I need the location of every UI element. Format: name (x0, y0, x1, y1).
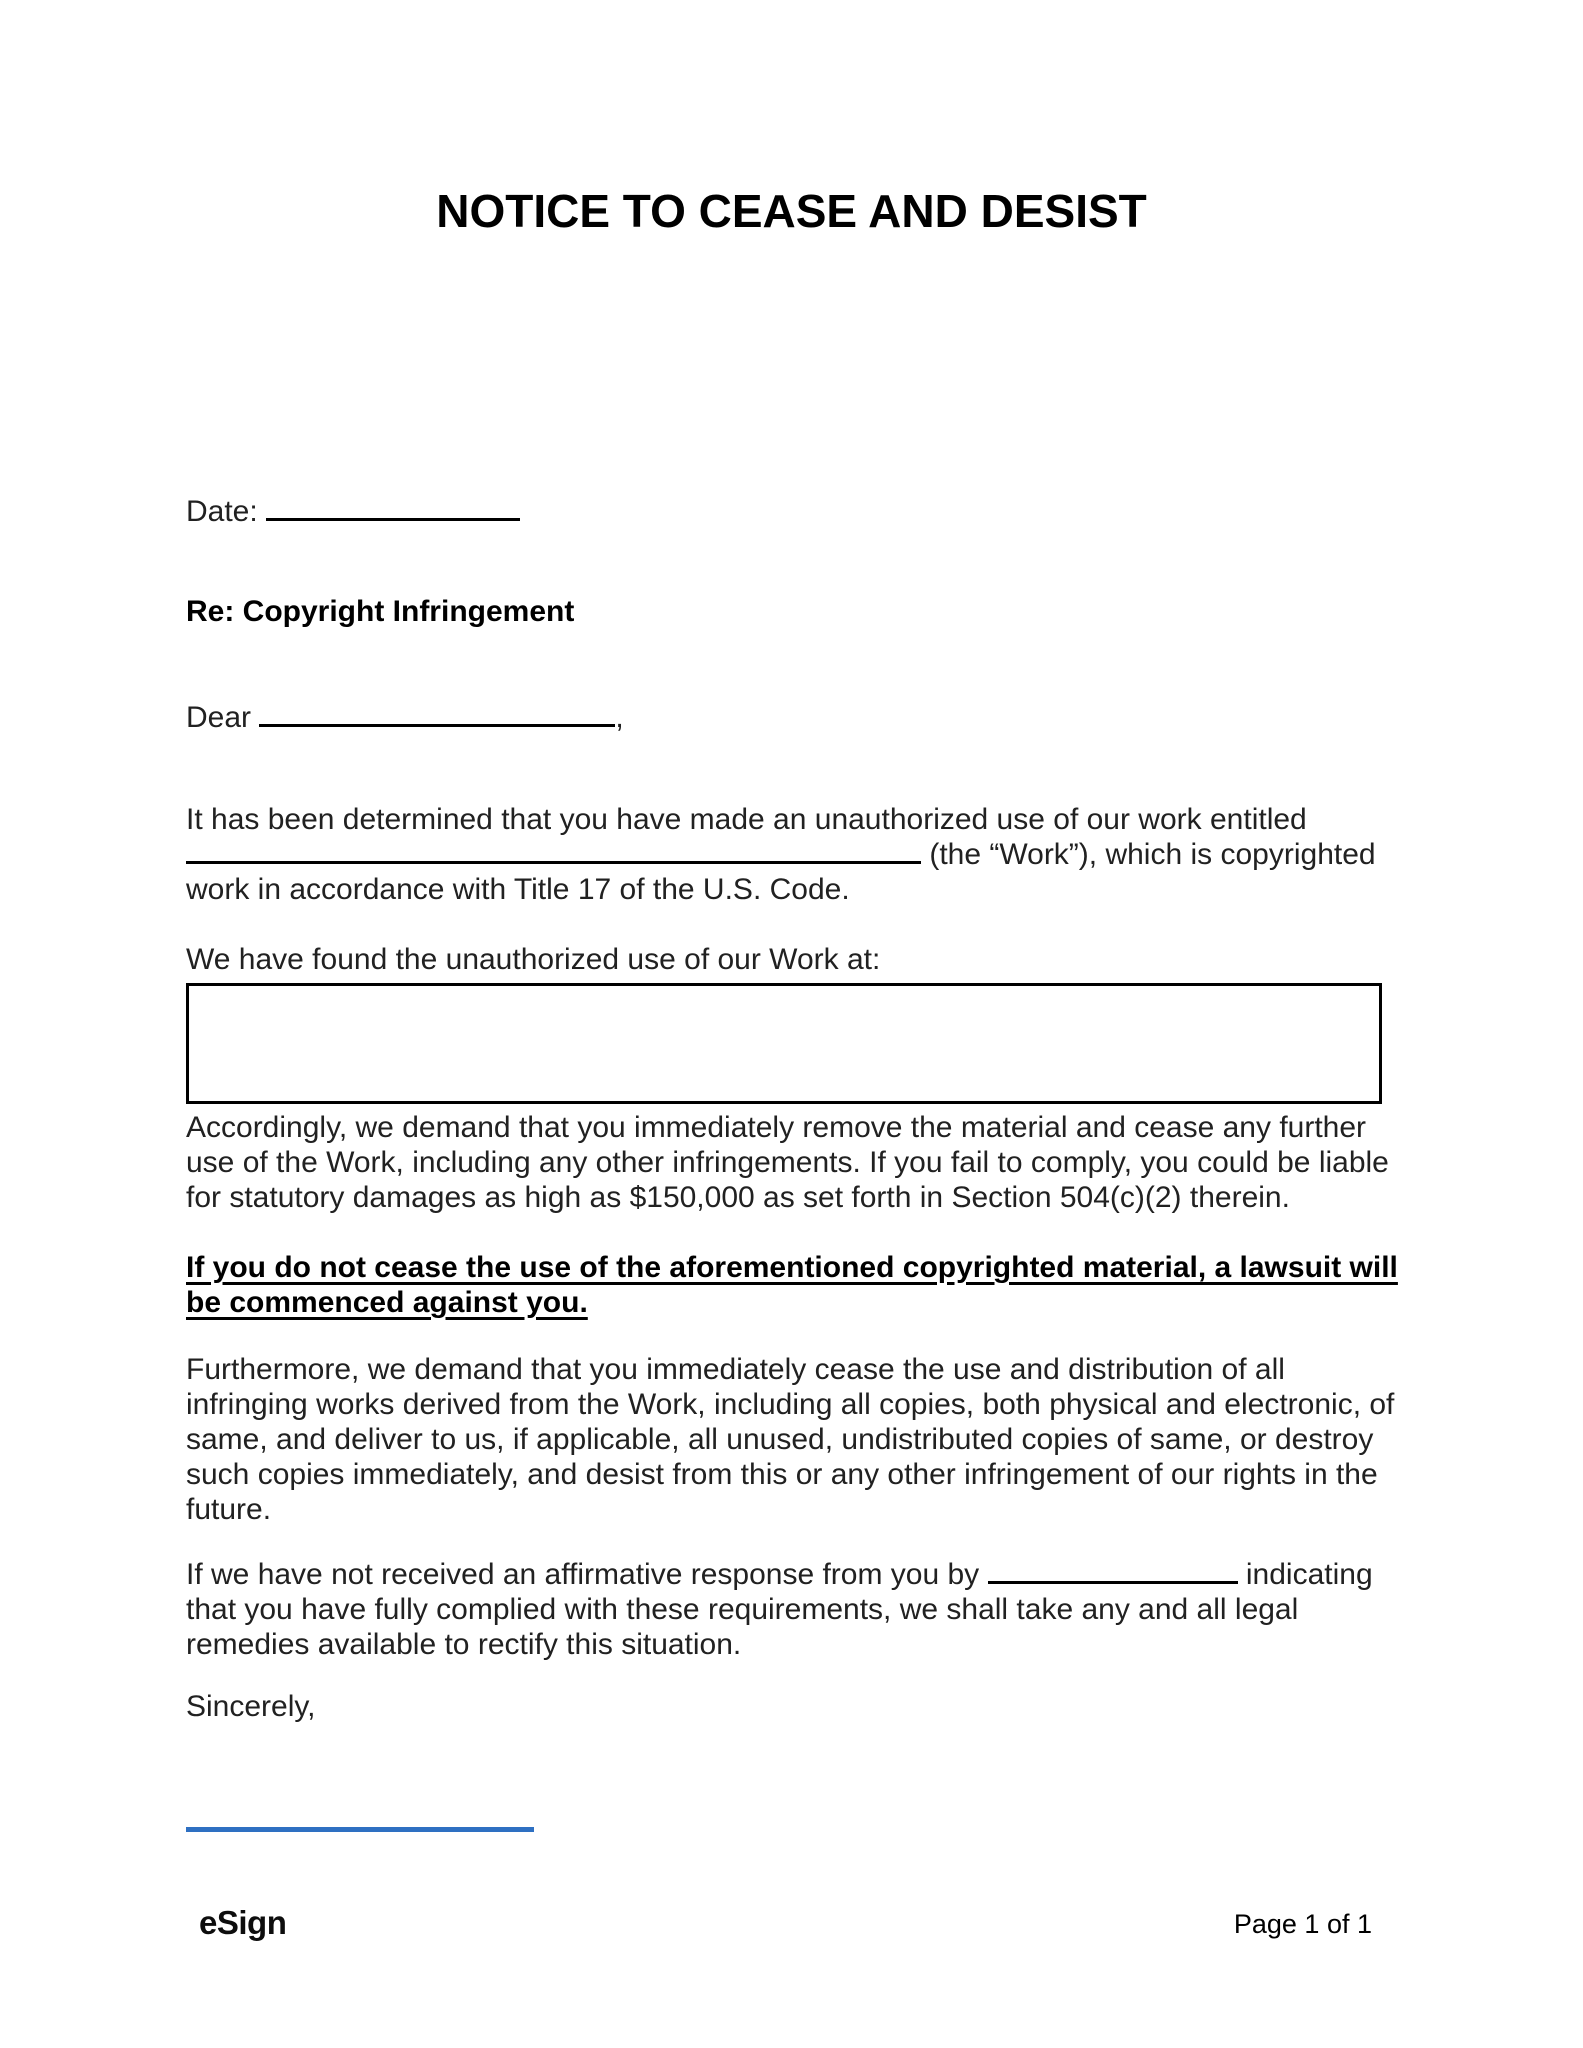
salutation-suffix: , (615, 701, 624, 734)
esign-logo: eSign (199, 1904, 287, 1941)
closing-line: Sincerely, (186, 1690, 316, 1723)
salutation-line (186, 700, 1398, 735)
paragraph-lawsuit-warning: If you do not cease the use of the aforementioned copyrighted material, a lawsuit will be commenced against you. (186, 1251, 1398, 1319)
date-label: Date: (186, 495, 258, 528)
paragraph-work-entitled-before: It has been determined that you have made an unauthorized use of our work entitled (186, 803, 1307, 836)
paragraph-work-entitled-after: (the “Work”), which is copyrighted work in accordance with Title 17 of the U.S. Code. (186, 838, 1376, 906)
paragraph-response-after: indicating that you have fully complied with these requirements, we shall take any and all legal remedies available to rectify this situation. (186, 1558, 1373, 1661)
page-title: NOTICE TO CEASE AND DESIST (436, 185, 1147, 237)
subject-line: Re: Copyright Infringement (186, 595, 575, 628)
date-field-blank[interactable] (266, 494, 520, 521)
paragraph-cease-distribution: Furthermore, we demand that you immediately cease the use and distribution of all infringing works derived from the Work, including all copies, both physical and electronic, of same, and deliver to us, if applicable, all unused, undistributed copies of same, or destroy such copies immediately, and desist from this or any other infringement of our rights in the future. (186, 1353, 1395, 1526)
recipient-name-blank[interactable] (259, 700, 615, 727)
work-title-blank[interactable] (186, 837, 921, 864)
response-date-blank[interactable] (988, 1557, 1238, 1584)
unauthorized-use-location-box[interactable] (186, 983, 1382, 1104)
date-line (186, 494, 1398, 529)
page-number-indicator: Page 1 of 1 (1233, 1909, 1372, 1939)
signature-field-line[interactable] (186, 1827, 534, 1832)
paragraph-response-deadline (186, 1557, 1398, 1662)
paragraph-found-at: We have found the unauthorized use of our Work at: (186, 943, 881, 976)
paragraph-demand-removal: Accordingly, we demand that you immediately remove the material and cease any further use of the Work, including any other infringements. If you fail to comply, you could be liable for statutory damages as high as $150,000 as set forth in Section 504(c)(2) therein. (186, 1111, 1389, 1214)
salutation-prefix: Dear (186, 701, 252, 734)
paragraph-response-before: If we have not received an affirmative response from you by (186, 1558, 980, 1591)
paragraph-work-entitled (186, 802, 1398, 907)
